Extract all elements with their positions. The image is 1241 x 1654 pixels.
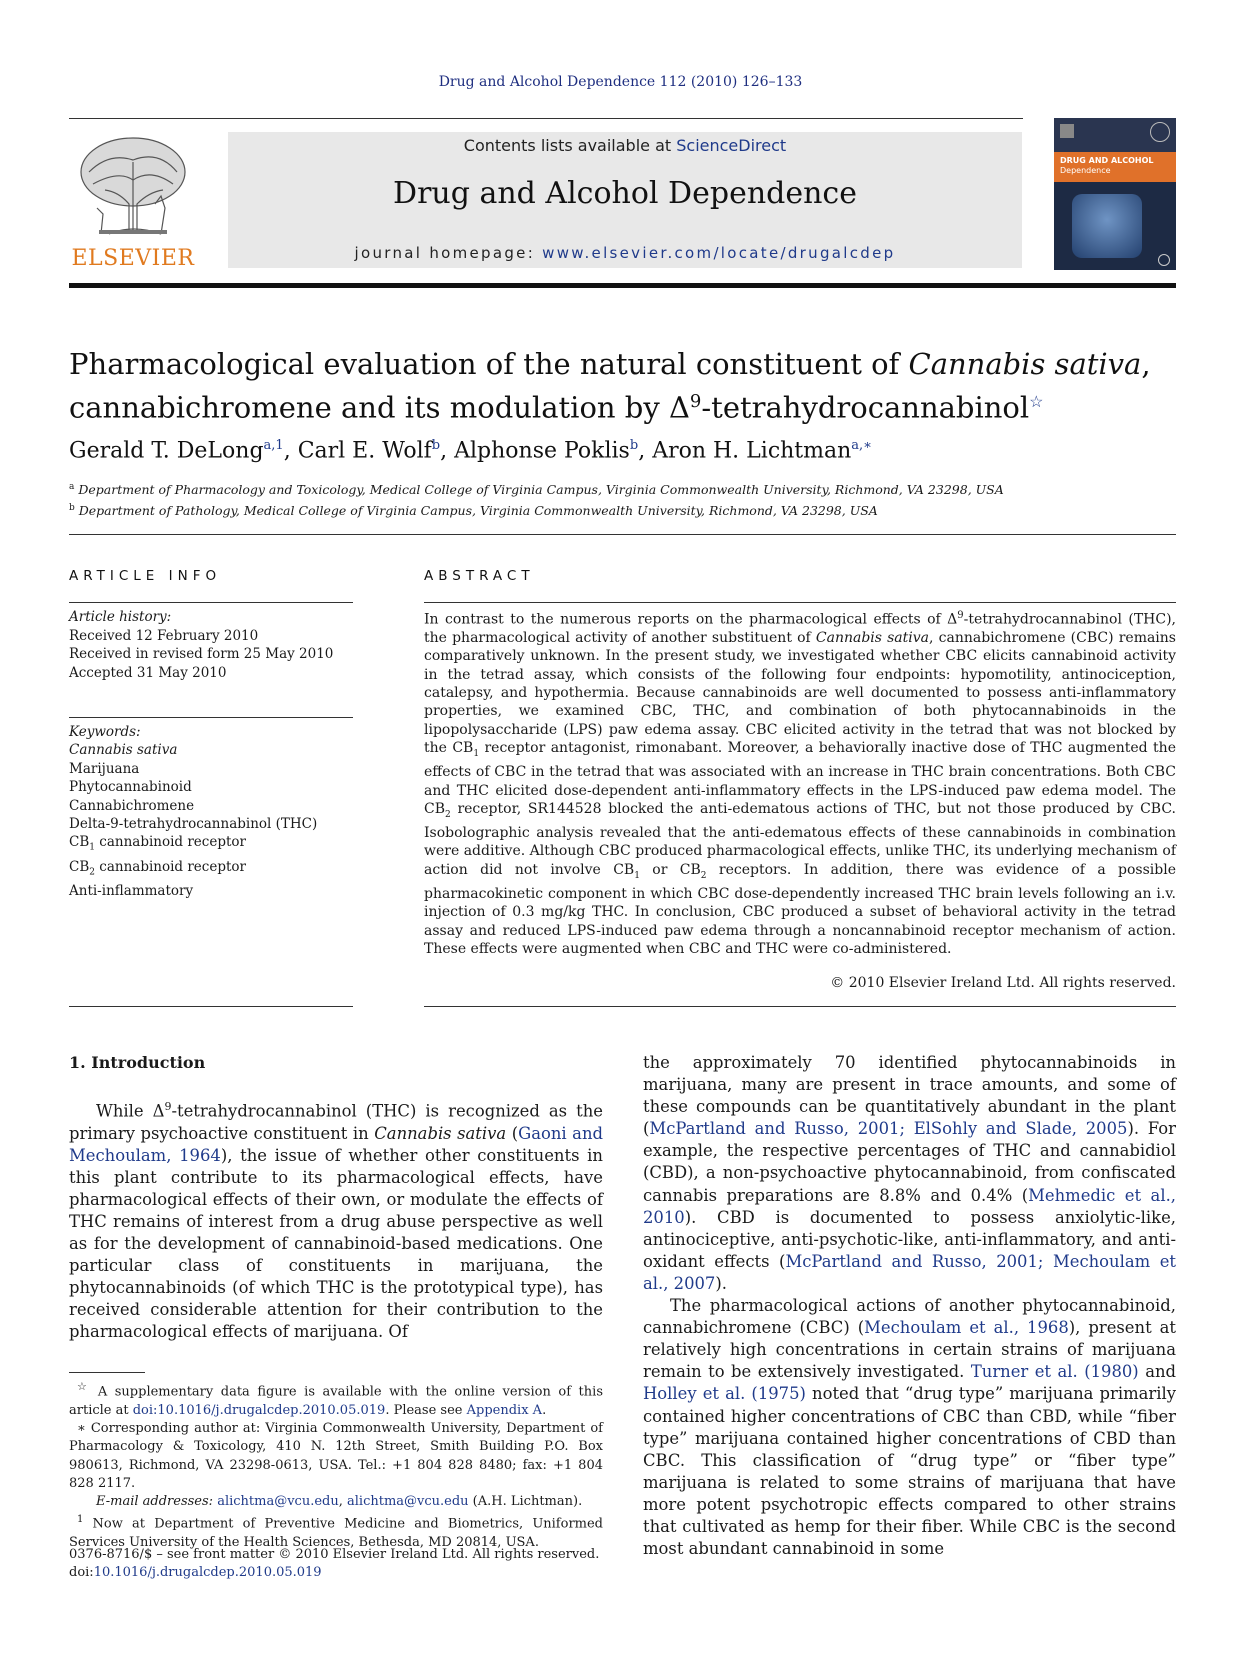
citation-link[interactable]: McPartland and Russo, 2001; Mechoulam et al., 2007 — [643, 1251, 1176, 1293]
abstract-sub: 1 — [473, 748, 480, 759]
footnotes — [69, 1378, 603, 1552]
journal-title: Drug and Alcohol Dependence — [393, 176, 857, 211]
author-list — [69, 438, 1169, 463]
elsevier-logo — [69, 132, 197, 274]
abstract-part: -tetrahydrocannabinol (THC), the pharmacological activity of another substituent of — [424, 611, 1177, 646]
footnote-text: Now at Department of Preventive Medicine and Biometrics, Uniformed Services University of the Health Sciences, Bethesda, MD 20814, USA. — [69, 1516, 603, 1551]
text-part: and — [1138, 1362, 1177, 1382]
abstract-part: receptor, SR144528 blocked the anti-edematous actions of THC, but not those produced by CBC. Isobolographic analysis revealed that the anti-edematous effects of these cannabinoids in combination were additive. Although CBC produced pharmacological effects, unlike THC, its underlying mechanism of action did not involve CB — [424, 800, 1176, 878]
info-rule — [69, 602, 353, 603]
section-heading-introduction: 1. Introduction — [69, 1053, 206, 1072]
info-rule — [69, 717, 353, 718]
text-part: ). — [715, 1273, 727, 1293]
title-sup: 9 — [689, 391, 702, 412]
abstract-sub: 1 — [634, 870, 640, 881]
text-part: ( — [506, 1123, 519, 1143]
author-name: Alphonse Poklis — [454, 438, 630, 464]
body-column-left — [69, 1096, 603, 1344]
history-item: Accepted 31 May 2010 — [69, 664, 227, 681]
text-part: ). For example, the respective percentages of THC and cannabidiol (CBD), a non-psychoactive phytocannabinoid, from confiscated cannabis preparations are 8.8% and 0.4% ( — [643, 1119, 1176, 1205]
keyword: Delta-9-tetrahydrocannabinol (THC) — [69, 816, 318, 833]
info-rule — [69, 1006, 353, 1007]
history-item: Received 12 February 2010 — [69, 627, 259, 644]
citation-link[interactable]: Holley et al. (1975) — [643, 1384, 806, 1404]
front-matter-line: 0376-8716/$ – see front matter © 2010 Elsevier Ireland Ltd. All rights reserved. — [69, 1547, 600, 1562]
history-item: Received in revised form 25 May 2010 — [69, 646, 334, 662]
author-name: Carl E. Wolf — [297, 438, 432, 464]
cover-title: DRUG AND ALCOHOL — [1060, 156, 1154, 165]
kw-part: CB — [69, 858, 90, 875]
abstract-part: or CB — [639, 861, 701, 878]
kw-part: cannabinoid receptor — [94, 858, 246, 875]
homepage-line — [228, 244, 1022, 262]
affiliation — [69, 499, 1169, 520]
author-affil-mark[interactable]: a,1 — [263, 438, 284, 453]
abstract-text — [424, 607, 1176, 958]
abstract-italic: Cannabis sativa — [815, 630, 930, 646]
text-part: ). CBD is documented to possess anxiolytic-like, antinociceptive, anti-psychotic-like, anti-inflammatory, and anti-oxidant effects ( — [643, 1207, 1176, 1271]
paragraph — [643, 1052, 1176, 1295]
email-link[interactable]: alichtma@vcu.edu — [217, 1494, 339, 1510]
abstract-part: receptors. In addition, there was evidence of a possible pharmacokinetic component in which CBC dose-dependently increased THC brain levels following an i.v. injection of 0.3 mg/kg THC. In conclusion, CBC produced a subset of behavioral activity in the tetrad assay and reduced LPS-induced paw edema through a noncannabinoid receptor mechanism of action. These effects were augmented when CBC and THC were co-administered. — [424, 861, 1176, 957]
title-italic: Cannabis sativa — [908, 347, 1142, 381]
text-sup: 9 — [164, 1100, 172, 1113]
email-link[interactable]: alichtma@vcu.edu — [347, 1494, 469, 1510]
article-info-heading: ARTICLE INFO — [69, 568, 222, 584]
abstract-part: In contrast to the numerous reports on the pharmacological effects of Δ — [424, 611, 958, 628]
sciencedirect-link[interactable]: ScienceDirect — [676, 136, 787, 155]
citation-link[interactable]: Mehmedic et al., 2010 — [643, 1185, 1176, 1227]
footnote-text: (A.H. Lichtman). — [468, 1494, 583, 1510]
appendix-link[interactable]: Appendix A — [466, 1402, 543, 1418]
abstract-rule — [424, 602, 1176, 603]
body-column-right — [643, 1052, 1176, 1560]
abstract-rule — [424, 1006, 1176, 1007]
keywords — [69, 723, 353, 900]
abstract-heading: ABSTRACT — [424, 568, 535, 584]
article-history — [69, 608, 353, 682]
cover-emblem-icon — [1158, 254, 1170, 266]
cover-logo-icon — [1060, 124, 1074, 138]
front-matter — [69, 1546, 603, 1582]
text-part: ), the issue of whether other constituents in this plant contribute to its pharmacological effects, have pharmacological effects of their own, or modulate the effects of THC remains of interest from a drug abuse perspective as well as for the development of cannabinoid-based medications. One particular class of constituents in marijuana, the phytocannabinoids (of which THC is the prototypical type), has received considerable attention for their contribution to the pharmacological effects of marijuana. Of — [69, 1145, 603, 1342]
homepage-prefix: journal homepage: — [354, 244, 543, 262]
footnote-rule — [69, 1372, 145, 1373]
text-part: -tetrahydrocannabinol (THC) is recognized as the primary psychoactive constituent in — [69, 1101, 603, 1143]
cover-image — [1072, 194, 1142, 258]
doi-link[interactable]: doi:10.1016/j.drugalcdep.2010.05.019 — [132, 1402, 386, 1418]
keyword: Anti-inflammatory — [69, 882, 194, 899]
citation-link[interactable]: Gaoni and Mechoulam, 1964 — [69, 1123, 603, 1165]
footnote-text: . Please see — [385, 1402, 467, 1418]
paragraph — [643, 1295, 1176, 1560]
doi-prefix: doi: — [69, 1565, 94, 1580]
header-rule — [69, 118, 1023, 119]
abstract-copyright: © 2010 Elsevier Ireland Ltd. All rights reserved. — [830, 975, 1176, 991]
front-matter-doi — [69, 1564, 603, 1582]
email-label: E-mail addresses: — [96, 1494, 214, 1510]
affiliation-mark: b — [69, 503, 75, 514]
keyword — [69, 833, 353, 857]
kw-part: CB — [69, 834, 90, 851]
footnote-text: Corresponding author at: Virginia Commonwealth University, Department of Pharmacology & Toxicology, 410 N. 12th Street, Smith Building P.O. Box 980613, Richmond, VA 23298-0613, USA. Tel.: +1 804 828 8480; fax: +1 804 828 2117. — [69, 1420, 603, 1491]
text-part: While Δ — [96, 1101, 165, 1121]
history-label: Article history: — [69, 609, 172, 625]
text-part: ), present at relatively high concentrations in certain strains of marijuana remain to be extensively investigated. — [643, 1318, 1177, 1382]
abstract-sup: 9 — [957, 610, 964, 621]
footnote-text: , — [338, 1494, 347, 1510]
text-part: noted that “drug type” marijuana primarily contained higher concentrations of CBC than CBD, while “fiber type” marijuana contained higher concentrations of CBD than CBC. This classification of “drug type” or “fiber type” marijuana is related to some strains of marijuana that have more potent psychotropic effects compared to other strains that cultivated as hemp for their fiber. While CBC is the second most abundant cannabinoid in some — [643, 1384, 1176, 1559]
footnote — [69, 1420, 603, 1493]
title-part: Pharmacological evaluation of the natural constituent of — [69, 347, 909, 381]
keyword: Cannabichromene — [69, 797, 195, 814]
abstract-sub: 2 — [700, 870, 707, 881]
keyword — [69, 858, 353, 882]
kw-part: cannabinoid receptor — [94, 834, 246, 851]
keyword: Phytocannabinoid — [69, 779, 192, 796]
abstract-sub: 2 — [445, 809, 451, 820]
header-thick-rule — [69, 283, 1176, 288]
title-part: -tetrahydrocannabinol — [701, 390, 1030, 425]
title-part: , — [1141, 347, 1151, 381]
affiliation-rule — [69, 534, 1176, 535]
affiliation-text: Department of Pathology, Medical College of Virginia Campus, Virginia Commonwealth University, Richmond, VA 23298, USA — [78, 503, 878, 519]
footnote-mark: ∗ — [77, 1420, 86, 1436]
abstract-part: , cannabichromene (CBC) remains comparatively unknown. In the present study, we investigated whether CBC elicits cannabinoid activity in the tetrad assay, which consists of the following four endpoints: hypomotility, antinociception, catalepsy, and hypothermia. Because cannabinoids are well documented to possess anti-inflammatory properties, we examined CBC, THC, and combination of both phytocannabinoids in the lipopolysaccharide (LPS) paw edema assay. CBC elicited activity in the tetrad that was not blocked by the CB — [424, 630, 1176, 757]
text-part: the approximately 70 identified phytocannabinoids in marijuana, many are present in trace amounts, and some of these compounds can be quantitatively abundant in the plant ( — [643, 1053, 1176, 1139]
footnote-star-icon: ☆ — [77, 1380, 91, 1393]
author-name: Aron H. Lichtman — [652, 438, 852, 464]
keyword: Marijuana — [69, 760, 140, 777]
citation-link[interactable]: McPartland and Russo, 2001; ElSohly and Slade, 2005 — [649, 1119, 1128, 1139]
paragraph — [69, 1096, 603, 1344]
author-sep: , — [638, 438, 653, 464]
author-sep: , — [283, 438, 298, 464]
author-affil-mark[interactable]: b — [431, 438, 441, 453]
cover-subtitle: Dependence — [1060, 166, 1111, 175]
abstract-part: receptor antagonist, rimonabant. Moreover, a behaviorally inactive dose of THC augmented the effects of CBC in the tetrad that was associated with an increase in THC brain concentrations. Both CBC and THC elicited dose-dependent anti-inflammatory effects in the LPS-induced paw edema model. The CB — [424, 740, 1176, 817]
doi-link[interactable]: 10.1016/j.drugalcdep.2010.05.019 — [93, 1565, 322, 1580]
publisher-logo-text: ELSEVIER — [71, 246, 195, 271]
author-affil-mark[interactable]: a,∗ — [851, 438, 873, 453]
citation-link[interactable]: Turner et al. (1980) — [970, 1362, 1139, 1382]
footnote-text: . — [542, 1402, 547, 1418]
affiliations — [69, 478, 1169, 520]
journal-banner — [228, 132, 1022, 268]
journal-cover[interactable] — [1054, 118, 1176, 270]
affiliation-text: Department of Pharmacology and Toxicology, Medical College of Virginia Campus, Virginia Commonwealth University, Richmond, VA 23298, USA — [78, 482, 1004, 498]
keyword: Cannabis sativa — [69, 742, 178, 759]
kw-sub: 2 — [89, 867, 95, 878]
citation-link[interactable]: Mechoulam et al., 1968 — [864, 1318, 1069, 1338]
text-italic: Cannabis sativa — [374, 1123, 507, 1143]
author-sep: , — [440, 438, 455, 464]
keywords-label: Keywords: — [69, 724, 141, 740]
journal-citation[interactable]: Drug and Alcohol Dependence 112 (2010) 126–133 — [438, 74, 803, 90]
contents-prefix: Contents lists available at — [463, 136, 677, 155]
cover-badge-icon — [1150, 122, 1170, 142]
author-affil-mark[interactable]: b — [629, 438, 639, 453]
author-name: Gerald T. DeLong — [69, 438, 264, 464]
affiliation-mark: a — [69, 482, 75, 492]
title-star-icon[interactable]: ☆ — [1029, 392, 1044, 411]
footnote-mark: 1 — [77, 1514, 84, 1526]
text-part: The pharmacological actions of another phytocannabinoid, cannabichromene (CBC) ( — [643, 1296, 1176, 1338]
footnote — [69, 1378, 603, 1420]
title-part: cannabichromene and its modulation by Δ — [69, 390, 690, 425]
kw-sub: 1 — [89, 843, 95, 854]
article-title — [69, 346, 1169, 427]
footnote-email — [69, 1493, 603, 1511]
affiliation — [69, 478, 1169, 499]
contents-line — [228, 136, 1022, 155]
footnote-text: A supplementary data figure is available with the online version of this article at — [69, 1384, 603, 1418]
homepage-link[interactable]: www.elsevier.com/locate/drugalcdep — [542, 244, 896, 262]
